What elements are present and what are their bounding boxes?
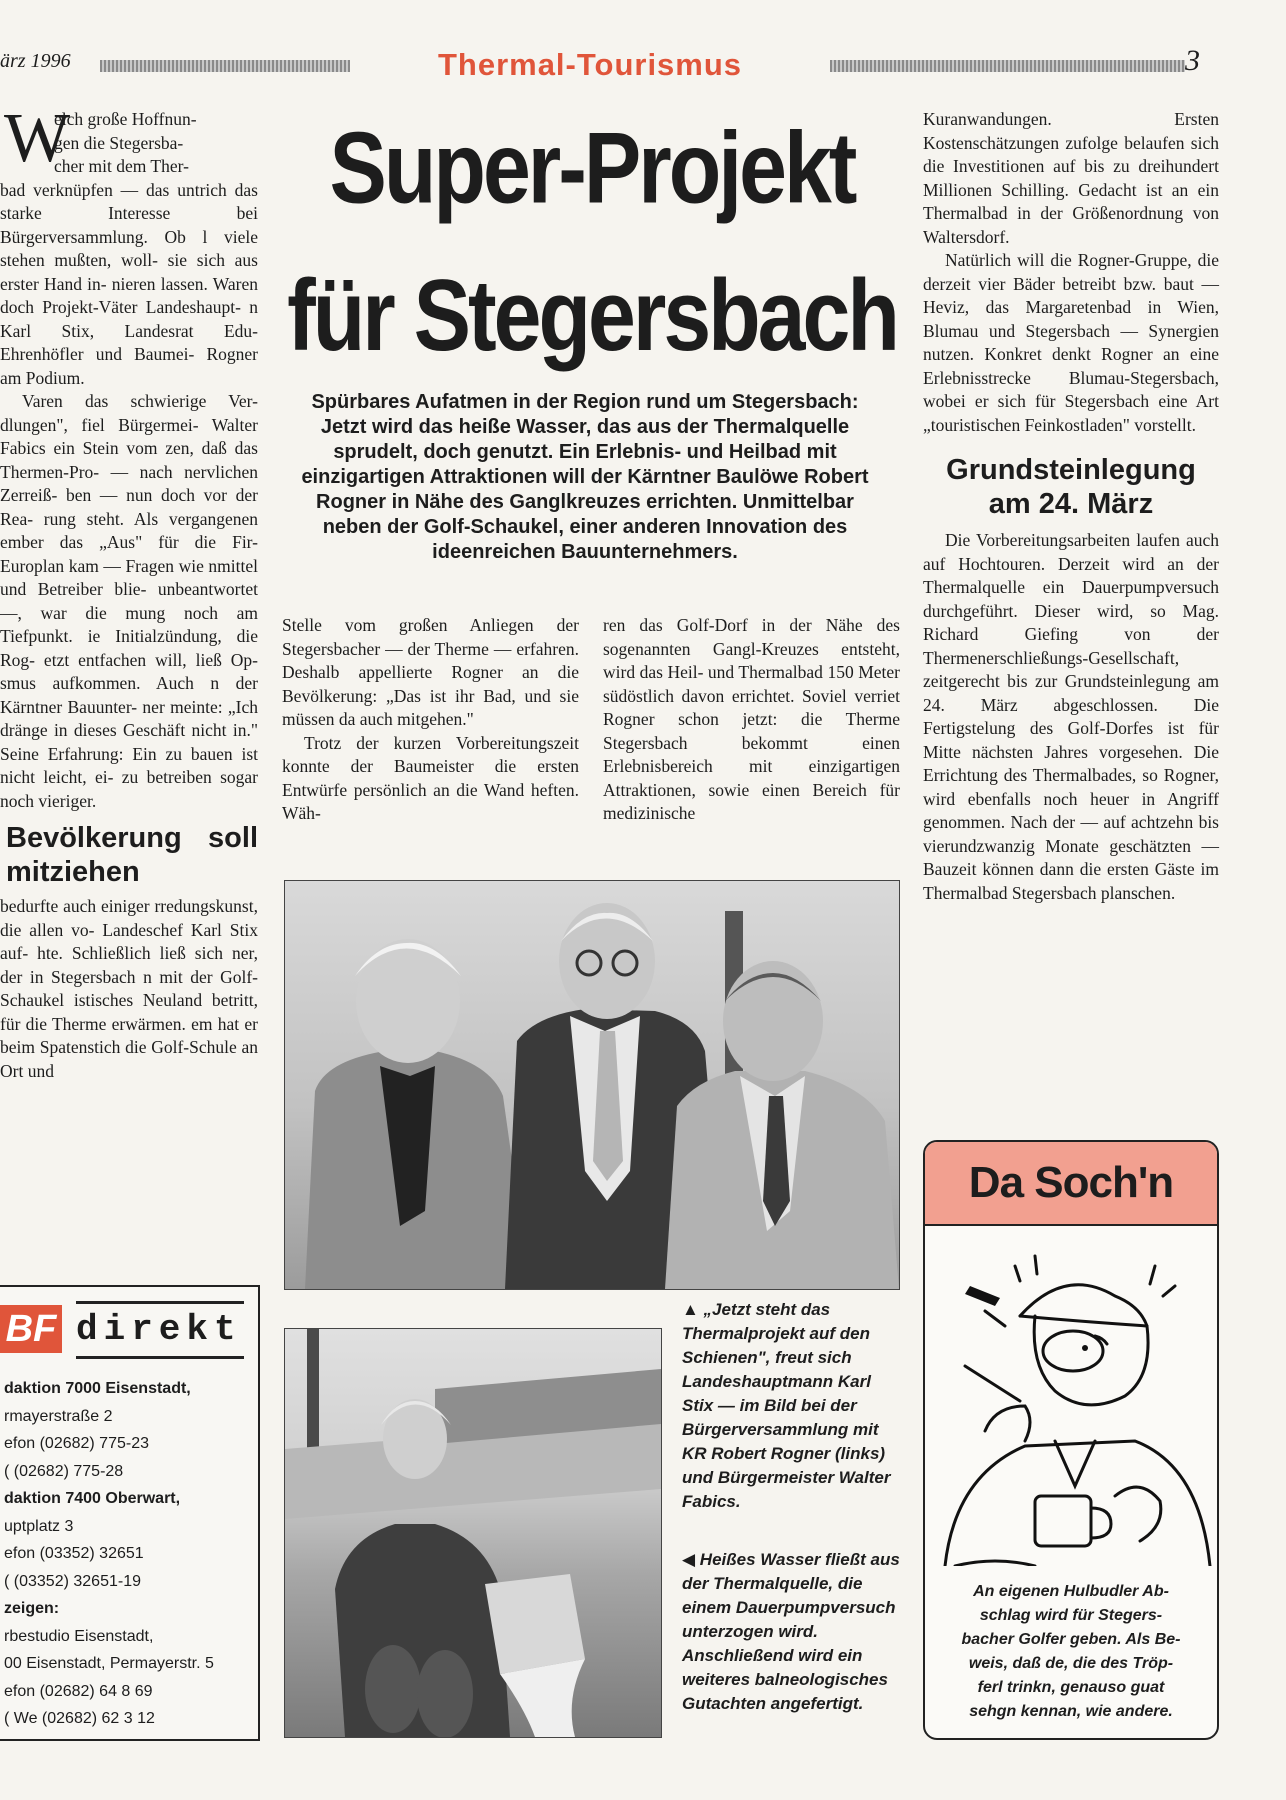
cartoon-title: Da Soch'n bbox=[925, 1142, 1217, 1226]
contact-line: 00 Eisenstadt, Permayerstr. 5 bbox=[4, 1655, 214, 1672]
lead-paragraph: Spürbares Aufatmen in der Region rund um Stegersbach: Jetzt wird das heiße Wasser, das aus der Thermalquelle sprudelt, doch genutzt. Ein Erlebnis- und Heilbad mit einzigartigen Attraktionen will der Kärntner Baulöwe Robert Rogner in Nähe des Ganglkreuzes errichten. Unmittelbar neben der Golf-Schaukel, einer anderen Innovation des ideenreichen Bauunternehmers. bbox=[301, 391, 869, 563]
headline-line-2: für Stegersbach bbox=[287, 259, 897, 373]
header-rule-left bbox=[100, 60, 350, 72]
contact-line: uptplatz 3 bbox=[4, 1517, 74, 1535]
headline-line-1: Super-Projekt bbox=[329, 111, 855, 225]
left-para-1: bad verknüpfen — das untrich das starke Interesse bei Bürgerversammlung. Ob l viele stehen mußten, woll- sie sich aus erster Hand in- nieren lassen. Waren doch Projekt-Väter Landeshaupt- n Karl Stix, Landesrat Edu- Ehrenhöfler und Baumei- Rogner am Podium. bbox=[0, 179, 258, 388]
intro-line: gen die Stegersba- bbox=[54, 132, 184, 153]
contact-line: zeigen: bbox=[4, 1600, 60, 1617]
right-para-3: Die Vorbereitungsarbeiten laufen auch auf Hochtouren. Derzeit wird an der Thermalquelle ein Dauerpumpversuch durchgeführt. Dieser wird, so Mag. Richard Giefing von der Thermenerschließungs-Gesellschaft, zeitgerecht bis zur Grundsteinlegung am 24. März abgeschlossen. Die Fertigstelung des Golf-Dorfes ist für Mitte nächsten Jahres vorgesehen. Die Errichtung des Thermalbades, so Rogner, wird ebenfalls noch heuer in Angriff genommen. Nach der — auf achtzehn bis vierundzwanzig Monate geschätzten — Bauzeit können dann die ersten Gäste im Thermalbad Stegersbach planschen. bbox=[923, 530, 1219, 903]
right-para-1: Kuranwandungen. Ersten Kostenschätzungen zufolge belaufen sich die Investitionen auf bis zu dreihundert Millionen Schilling. Gedacht ist an ein Thermalbad in der Größenordnung von Waltersdorf. bbox=[923, 109, 1219, 247]
mid-a-para-2: Trotz der kurzen Vorbereitungszeit konnte der Baumeister die ersten Entwürfe persönlich an die Wand heften. Wäh- bbox=[282, 732, 579, 823]
left-subhead: Bevölkerung soll mitziehen bbox=[6, 822, 258, 888]
caption-top: ▲ „Jetzt steht das Thermalprojekt auf den Schienen", freut sich Landeshauptmann Karl Stix — im Bild bei der Bürgerversammlung mit KR Robert Rogner (links) und Bürgermeister Walter Fabics. bbox=[682, 1300, 891, 1511]
header-rule-right bbox=[830, 60, 1185, 72]
contact-line: ( (03352) 32651-19 bbox=[4, 1572, 141, 1590]
photo-woman bbox=[284, 1328, 662, 1738]
contact-line: efon (02682) 64 8 69 bbox=[4, 1682, 153, 1700]
middle-column-b bbox=[603, 614, 900, 826]
contact-logo: BF bbox=[0, 1305, 62, 1353]
cartoon-text-line: ferl trinkn, genauso guat bbox=[977, 1679, 1165, 1696]
cartoon-text-line: An eigenen Hulbudler Ab- bbox=[973, 1583, 1169, 1600]
contact-line: rbestudio Eisenstadt, bbox=[4, 1627, 154, 1645]
contact-line: ( We (02682) 62 3 12 bbox=[4, 1710, 155, 1727]
contact-box bbox=[0, 1285, 260, 1741]
dropcap: W bbox=[4, 100, 71, 177]
page-number: 3 bbox=[1185, 44, 1200, 77]
headline bbox=[282, 95, 902, 390]
cartoon-text-line: schlag wird für Stegers- bbox=[979, 1607, 1163, 1624]
cartoon-text-line: sehgn kennan, wie andere. bbox=[969, 1703, 1173, 1720]
cartoon-drawing bbox=[925, 1226, 1217, 1566]
contact-lines bbox=[4, 1375, 214, 1733]
photo-group-illustration bbox=[285, 881, 899, 1289]
mid-a-para-1: Stelle vom großen Anliegen der Stegersbacher — der Therme — erfahren. Deshalb appellierte Rogner an die Bevölkerung: „Das ist ihr Bad, und sie müssen da auch mitgehen." bbox=[282, 615, 579, 729]
contact-line: efon (02682) 775-23 bbox=[4, 1435, 149, 1452]
left-column bbox=[0, 100, 258, 1083]
contact-line: ( (02682) 775-28 bbox=[4, 1462, 124, 1480]
middle-column-a bbox=[282, 614, 579, 826]
photo-woman-illustration bbox=[285, 1329, 661, 1737]
intro-line: elch große Hoffnun- bbox=[54, 109, 197, 129]
photo-group bbox=[284, 880, 900, 1290]
contact-line: efon (03352) 32651 bbox=[4, 1545, 144, 1562]
cartoon-text-line: weis, daß de, die des Tröp- bbox=[968, 1655, 1174, 1672]
cartoon-box bbox=[923, 1140, 1219, 1740]
left-para-3: bedurfte auch einiger rredungskunst, die allen vo- Landeschef Karl Stix auf- hte. Schließlich ließ sich ner, der in Stegersbach n mit der Golf-Schaukel istisches Neuland betritt, für die Therme erwärmen. em hat er beim Spatenstich die Golf-Schule an Ort und bbox=[0, 896, 258, 1081]
right-column bbox=[923, 108, 1219, 905]
section-title: Thermal-Tourismus bbox=[437, 47, 743, 82]
intro-line: cher mit dem Ther- bbox=[54, 156, 189, 176]
cartoon-text bbox=[935, 1580, 1207, 1724]
caption-bottom: ◀ Heißes Wasser fließt aus der Thermalquelle, die einem Dauerpumpversuch unterzogen wird. Anschließend wird ein weiteres balneologisches Gutachten angefertigt. bbox=[682, 1550, 900, 1713]
right-subhead: Grundsteinlegung am 24. März bbox=[946, 454, 1196, 520]
contact-title: direkt bbox=[76, 1301, 244, 1359]
right-para-2: Natürlich will die Rogner-Gruppe, die derzeit vier Bäder betreibt bzw. baut — Heviz, das Margaretenbad in Wien, Blumau und Stegersbach — Synergien nutzen. Konkret denkt Rogner an eine Erlebnisstrecke Blumau-Stegersbach, wobei er sich für Stegersbach eine Art „touristischen Feinkostladen" vorstellt. bbox=[923, 250, 1219, 435]
contact-line: daktion 7000 Eisenstadt, bbox=[4, 1380, 191, 1397]
cartoon-text-line: bacher Golfer geben. Als Be- bbox=[961, 1631, 1181, 1648]
mid-b-para-1: ren das Golf-Dorf in der Nähe des sogenannten Gangl-Kreuzes entsteht, wird das Heil- und Thermalbad 150 Meter südöstlich davon errichtet. Soviel verriet Rogner schon jetzt: die Therme Stegersbach bekommt einen Erlebnisbereich mit einzigartigen Attraktionen, sowie einen Bereich für medizinische bbox=[603, 615, 900, 823]
contact-line: daktion 7400 Oberwart, bbox=[4, 1490, 181, 1507]
contact-line: rmayerstraße 2 bbox=[4, 1407, 113, 1425]
issue-date: ärz 1996 bbox=[0, 50, 71, 72]
left-para-2: Varen das schwierige Ver- dlungen", fiel Bürgermei- Walter Fabics ein Stein vom zen, daß das Thermen-Pro- — nach nervlichen Zerreiß- ben — nun doch vor der Rea- rung steht. Als vergangenen ember das „Aus" für die Fir- Europlan kam — Fragen wie nmittel und Betreiber blie- unbeantwortet —, war die mung noch am Tiefpunkt. ie Initialzündung, die Rog- etzt entfachen will, ließ Op- smus aufkommen. Auch n der Kärntner Bauunter- ner meinte: „Ich dränge in dieses Geschäft nicht in." Seine Erfahrung: Ein zu bauen ist nicht leicht, ei- zu betreiben sogar noch vieriger. bbox=[0, 391, 258, 811]
